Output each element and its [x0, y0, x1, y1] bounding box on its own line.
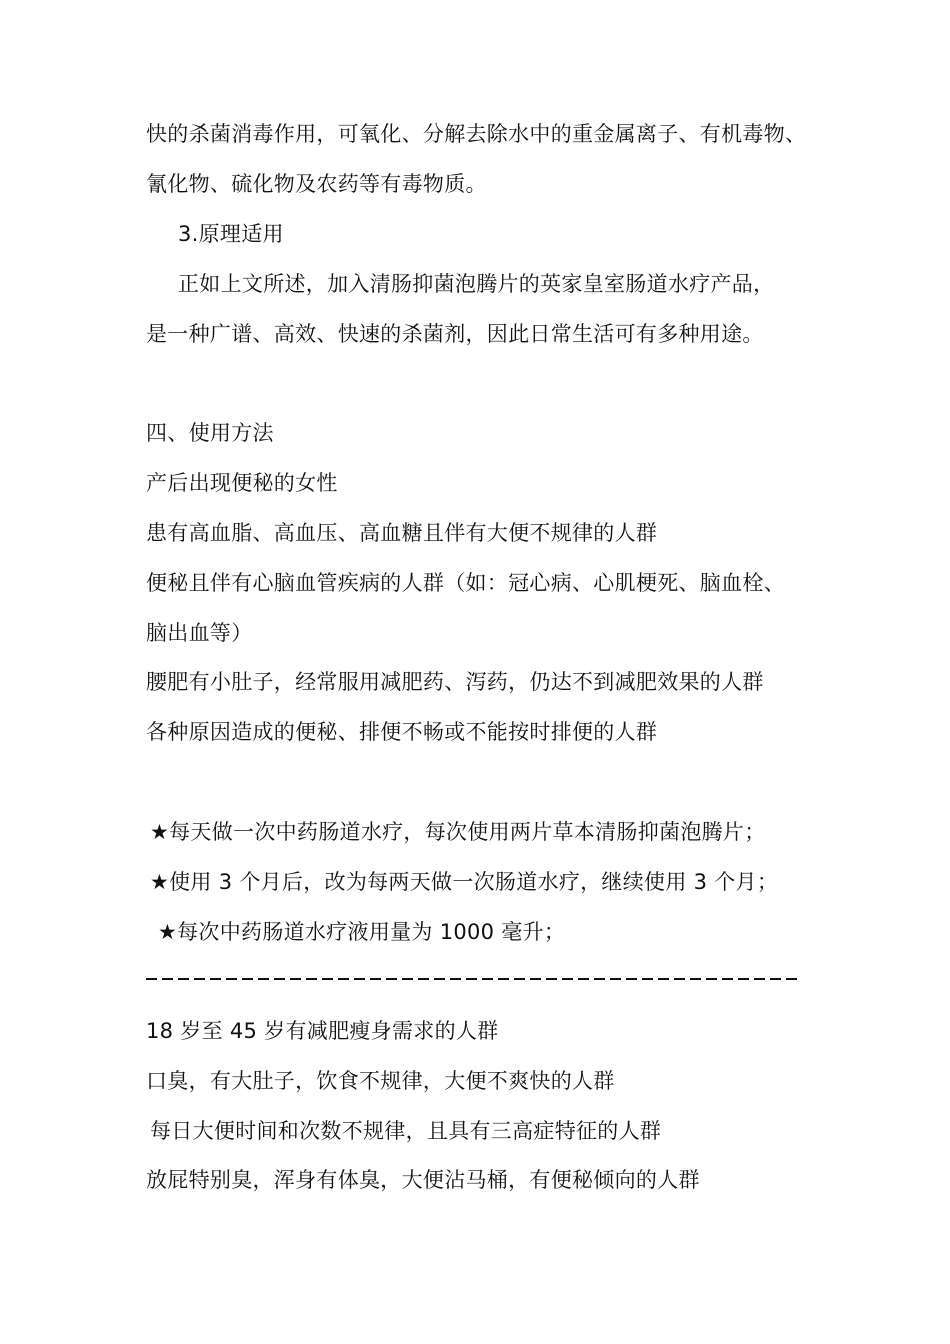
target-group-item-continued: 脑出血等）	[146, 621, 253, 645]
target-group-item: 便秘且伴有心脑血管疾病的人群（如：冠心病、心肌梗死、脑血栓、	[146, 571, 785, 595]
principle-text-line-2: 是一种广谱、高效、快速的杀菌剂，因此日常生活可有多种用途。	[146, 322, 764, 346]
usage-step: ★每次中药肠道水疗液用量为 1000 毫升；	[158, 920, 566, 944]
sterilization-paragraph-line-1: 快的杀菌消毒作用，可氧化、分解去除水中的重金属离子、有机毒物、	[146, 122, 807, 146]
target-group-item: 患有高血脂、高血压、高血糖且伴有大便不规律的人群	[146, 521, 658, 545]
target-group-item: 放屁特别臭，浑身有体臭，大便沾马桶，有便秘倾向的人群	[146, 1168, 700, 1192]
target-group-item: 18 岁至 45 岁有减肥瘦身需求的人群	[146, 1019, 499, 1043]
sterilization-paragraph-line-2: 氰化物、硫化物及农药等有毒物质。	[146, 172, 487, 196]
principle-heading: 3.原理适用	[178, 222, 284, 246]
dashed-separator	[146, 969, 800, 989]
target-group-item: 每日大便时间和次数不规律，且具有三高症特征的人群	[150, 1119, 662, 1143]
target-group-item: 产后出现便秘的女性	[146, 471, 338, 495]
usage-step: ★使用 3 个月后，改为每两天做一次肠道水疗，继续使用 3 个月；	[150, 870, 779, 894]
target-group-item: 口臭，有大肚子，饮食不规律，大便不爽快的人群	[146, 1069, 615, 1093]
usage-heading: 四、使用方法	[146, 421, 274, 445]
target-group-item: 各种原因造成的便秘、排便不畅或不能按时排便的人群	[146, 720, 658, 744]
target-group-item: 腰肥有小肚子，经常服用减肥药、泻药，仍达不到减肥效果的人群	[146, 670, 764, 694]
principle-text-line-1: 正如上文所述，加入清肠抑菌泡腾片的英家皇室肠道水疗产品，	[178, 272, 775, 296]
usage-step: ★每天做一次中药肠道水疗，每次使用两片草本清肠抑菌泡腾片；	[150, 820, 766, 844]
